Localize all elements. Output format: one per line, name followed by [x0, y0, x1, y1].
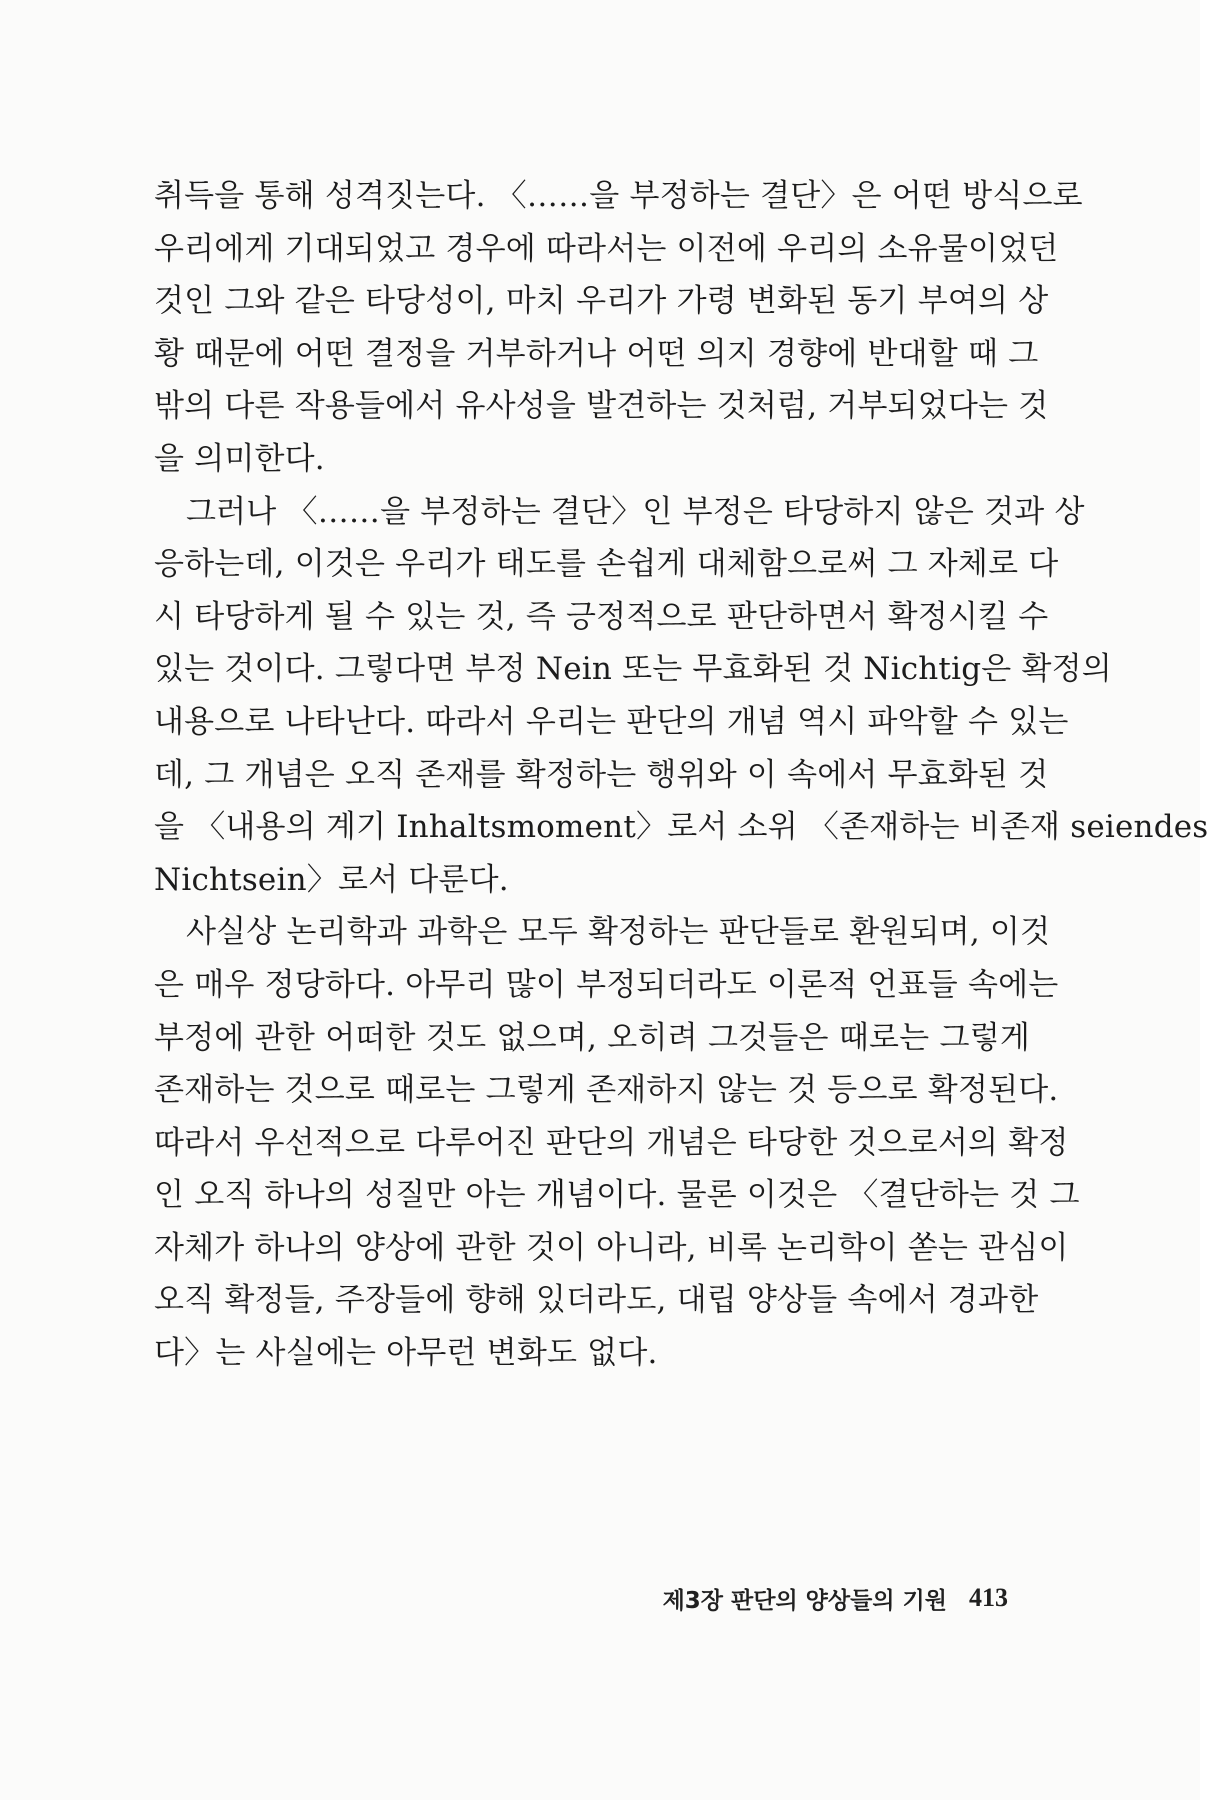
text-line: 것인 그와 같은 타당성이, 마치 우리가 가령 변화된 동기 부여의 상 — [154, 283, 1049, 320]
text-line: 사실상 논리학과 과학은 모두 확정하는 판단들로 환원되며, 이것 — [186, 914, 1051, 951]
running-footer — [600, 1578, 1008, 1618]
text-line: 따라서 우선적으로 다루어진 판단의 개념은 타당한 것으로서의 확정 — [154, 1124, 1069, 1161]
text-line: 내용으로 나타난다. 따라서 우리는 판단의 개념 역시 파악할 수 있는 — [154, 703, 1069, 740]
text-line: 은 매우 정당하다. 아무리 많이 부정되더라도 이론적 언표들 속에는 — [154, 966, 1059, 1003]
text-line: 응하는데, 이것은 우리가 태도를 손쉽게 대체함으로써 그 자체로 다 — [154, 546, 1059, 583]
text-line: 그러나 〈……을 부정하는 결단〉인 부정은 타당하지 않은 것과 상 — [186, 493, 1085, 530]
body-text — [154, 170, 1208, 1380]
text-line: 자체가 하나의 양상에 관한 것이 아니라, 비록 논리학이 쏟는 관심이 — [154, 1229, 1069, 1266]
text-line: 있는 것이다. 그렇다면 부정 Nein 또는 무효화된 것 Nichtig은 확정의 — [154, 651, 1112, 688]
text-line: 밖의 다른 작용들에서 유사성을 발견하는 것처럼, 거부되었다는 것 — [154, 388, 1049, 425]
text-line: 황 때문에 어떤 결정을 거부하거나 어떤 의지 경향에 반대할 때 그 — [154, 335, 1039, 372]
page-number: 413 — [969, 1583, 1008, 1612]
text-line: 데, 그 개념은 오직 존재를 확정하는 행위와 이 속에서 무효화된 것 — [154, 756, 1049, 793]
text-line: 오직 확정들, 주장들에 향해 있더라도, 대립 양상들 속에서 경과한 — [154, 1282, 1039, 1319]
text-line: 시 타당하게 될 수 있는 것, 즉 긍정적으로 판단하면서 확정시킬 수 — [154, 598, 1049, 635]
text-line: 부정에 관한 어떠한 것도 없으며, 오히려 그것들은 때로는 그렇게 — [154, 1019, 1030, 1056]
text-line: 취득을 통해 성격짓는다. 〈……을 부정하는 결단〉은 어떤 방식으로 — [154, 178, 1083, 214]
text-line: 을 〈내용의 계기 Inhaltsmoment〉로서 소위 〈존재하는 비존재 seiendes — [154, 809, 1208, 846]
text-line: Nichtsein〉로서 다룬다. — [154, 861, 509, 898]
text-line: 존재하는 것으로 때로는 그렇게 존재하지 않는 것 등으로 확정된다. — [154, 1072, 1059, 1109]
text-line: 다〉는 사실에는 아무런 변화도 없다. — [154, 1335, 658, 1372]
chapter-title: 제3장 판단의 양상들의 기원 — [662, 1587, 947, 1614]
text-line: 우리에게 기대되었고 경우에 따라서는 이전에 우리의 소유물이었던 — [154, 230, 1059, 267]
text-line: 인 오직 하나의 성질만 아는 개념이다. 물론 이것은 〈결단하는 것 그 — [154, 1177, 1080, 1214]
text-line: 을 의미한다. — [154, 440, 325, 477]
